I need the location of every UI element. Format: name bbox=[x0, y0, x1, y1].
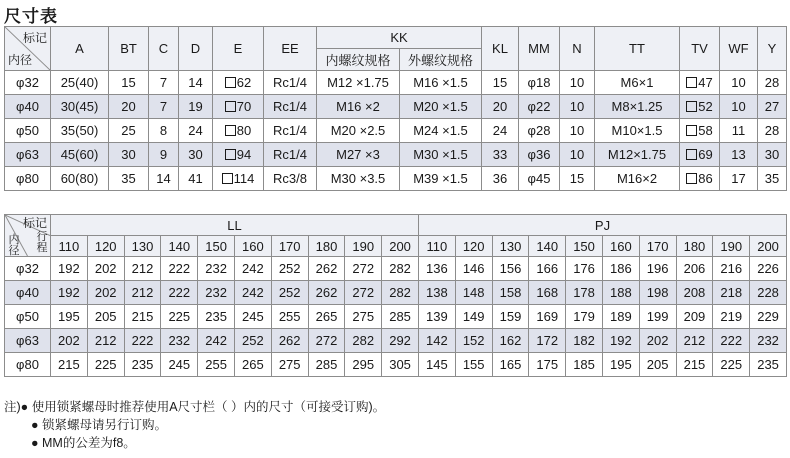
cell-value: 47 bbox=[698, 75, 713, 90]
cell-ll: 295 bbox=[345, 353, 382, 377]
cell-pj: 186 bbox=[602, 257, 639, 281]
cell-ll: 255 bbox=[198, 353, 235, 377]
cell-pj: 182 bbox=[566, 329, 603, 353]
square-symbol-icon bbox=[686, 77, 697, 88]
cell-pj: 136 bbox=[418, 257, 455, 281]
cell-ll: 232 bbox=[198, 281, 235, 305]
col-header-KK-internal: 内螺纹规格 bbox=[317, 49, 400, 71]
table-row bbox=[5, 329, 787, 353]
cell-pj: 179 bbox=[566, 305, 603, 329]
cell-ll: 262 bbox=[308, 257, 345, 281]
table-row bbox=[5, 353, 787, 377]
stroke-header: 200 bbox=[750, 236, 787, 257]
cell-TT: M16×2 bbox=[595, 167, 680, 191]
table-row bbox=[5, 305, 787, 329]
cell-ll: 242 bbox=[234, 257, 271, 281]
cell-pj: 178 bbox=[566, 281, 603, 305]
cell-pj: 218 bbox=[713, 281, 750, 305]
cell-bore: φ63 bbox=[5, 143, 51, 167]
stroke-header: 150 bbox=[198, 236, 235, 257]
col-header-KL: KL bbox=[482, 27, 519, 71]
stroke-length-table bbox=[4, 214, 787, 377]
note-item: ● 锁紧螺母请另行订购。 bbox=[31, 418, 168, 432]
cell-pj: 158 bbox=[492, 281, 529, 305]
cell-WF: 11 bbox=[720, 119, 758, 143]
cell-ll: 262 bbox=[271, 329, 308, 353]
cell-value: 69 bbox=[698, 147, 713, 162]
col-header-EE: EE bbox=[264, 27, 317, 71]
cell-pj: 226 bbox=[750, 257, 787, 281]
cell-pj: 176 bbox=[566, 257, 603, 281]
cell-N: 10 bbox=[560, 119, 595, 143]
cell-value: 94 bbox=[236, 147, 252, 162]
cell-pj: 228 bbox=[750, 281, 787, 305]
cell-WF: 13 bbox=[720, 143, 758, 167]
cell-KL: 33 bbox=[482, 143, 519, 167]
stroke-header: 200 bbox=[382, 236, 419, 257]
square-symbol-icon bbox=[222, 173, 233, 184]
square-symbol-icon bbox=[225, 125, 236, 136]
cell-pj: 189 bbox=[602, 305, 639, 329]
square-symbol-icon bbox=[225, 77, 236, 88]
cell-ll: 282 bbox=[382, 257, 419, 281]
cell-pj: 209 bbox=[676, 305, 713, 329]
table-row bbox=[5, 95, 787, 119]
stroke-header: 190 bbox=[345, 236, 382, 257]
col-header-MM: MM bbox=[519, 27, 560, 71]
cell-ll: 262 bbox=[308, 281, 345, 305]
cell-KK_in: M12 ×1.75 bbox=[317, 71, 400, 95]
cell-TV bbox=[680, 71, 720, 95]
cell-ll: 235 bbox=[124, 353, 161, 377]
cell-KL: 36 bbox=[482, 167, 519, 191]
cell-value: 114 bbox=[233, 171, 255, 186]
group-header-LL: LL bbox=[51, 215, 419, 236]
cell-A: 30(45) bbox=[51, 95, 109, 119]
col-header-E: E bbox=[213, 27, 264, 71]
cell-bore: φ40 bbox=[5, 95, 51, 119]
cell-ll: 225 bbox=[87, 353, 124, 377]
cell-pj: 222 bbox=[713, 329, 750, 353]
cell-ll: 212 bbox=[124, 257, 161, 281]
cell-A: 25(40) bbox=[51, 71, 109, 95]
cell-ll: 215 bbox=[51, 353, 88, 377]
cell-pj: 165 bbox=[492, 353, 529, 377]
cell-E bbox=[213, 119, 264, 143]
cell-TT: M8×1.25 bbox=[595, 95, 680, 119]
cell-TV bbox=[680, 95, 720, 119]
cell-KK_out: M30 ×1.5 bbox=[400, 143, 482, 167]
square-symbol-icon bbox=[686, 125, 697, 136]
cell-ll: 272 bbox=[345, 281, 382, 305]
note-item: ● MM的公差为f8。 bbox=[31, 436, 136, 450]
cell-C: 7 bbox=[149, 71, 179, 95]
cell-A: 45(60) bbox=[51, 143, 109, 167]
stroke-header: 110 bbox=[51, 236, 88, 257]
col-header-WF: WF bbox=[720, 27, 758, 71]
cell-BT: 25 bbox=[109, 119, 149, 143]
stroke-header: 130 bbox=[492, 236, 529, 257]
cell-EE: Rc1/4 bbox=[264, 71, 317, 95]
cell-pj: 199 bbox=[639, 305, 676, 329]
cell-Y: 35 bbox=[758, 167, 787, 191]
cell-ll: 245 bbox=[161, 353, 198, 377]
cell-pj: 152 bbox=[455, 329, 492, 353]
cell-ll: 222 bbox=[124, 329, 161, 353]
cell-BT: 35 bbox=[109, 167, 149, 191]
cell-D: 19 bbox=[179, 95, 213, 119]
cell-TT: M12×1.75 bbox=[595, 143, 680, 167]
cell-EE: Rc1/4 bbox=[264, 143, 317, 167]
cell-C: 8 bbox=[149, 119, 179, 143]
stroke-header: 140 bbox=[529, 236, 566, 257]
corner-label-bore: 内径 bbox=[8, 53, 33, 67]
cell-TT: M10×1.5 bbox=[595, 119, 680, 143]
stroke-header: 130 bbox=[124, 236, 161, 257]
cell-pj: 166 bbox=[529, 257, 566, 281]
col-header-D: D bbox=[179, 27, 213, 71]
cell-ll: 305 bbox=[382, 353, 419, 377]
stroke-header: 110 bbox=[418, 236, 455, 257]
cell-pj: 159 bbox=[492, 305, 529, 329]
cell-pj: 235 bbox=[750, 353, 787, 377]
stroke-header: 140 bbox=[161, 236, 198, 257]
cell-ll: 192 bbox=[51, 257, 88, 281]
cell-MM: φ36 bbox=[519, 143, 560, 167]
cell-E bbox=[213, 143, 264, 167]
cell-TT: M6×1 bbox=[595, 71, 680, 95]
footnotes bbox=[4, 398, 385, 452]
cell-A: 35(50) bbox=[51, 119, 109, 143]
cell-ll: 202 bbox=[51, 329, 88, 353]
col-header-A: A bbox=[51, 27, 109, 71]
corner-label-mark: 标记 bbox=[22, 31, 47, 45]
cell-ll: 285 bbox=[308, 353, 345, 377]
cell-ll: 215 bbox=[124, 305, 161, 329]
cell-value: 70 bbox=[236, 99, 252, 114]
cell-pj: 185 bbox=[566, 353, 603, 377]
cell-MM: φ28 bbox=[519, 119, 560, 143]
table-row bbox=[5, 119, 787, 143]
note-item bbox=[4, 398, 385, 416]
cell-ll: 192 bbox=[51, 281, 88, 305]
cell-pj: 196 bbox=[639, 257, 676, 281]
cell-KK_out: M39 ×1.5 bbox=[400, 167, 482, 191]
cell-ll: 255 bbox=[271, 305, 308, 329]
cell-pj: 212 bbox=[676, 329, 713, 353]
cell-Y: 28 bbox=[758, 71, 787, 95]
cell-pj: 168 bbox=[529, 281, 566, 305]
dimension-table bbox=[4, 26, 787, 191]
stroke-header: 190 bbox=[713, 236, 750, 257]
cell-ll: 242 bbox=[234, 281, 271, 305]
cell-BT: 20 bbox=[109, 95, 149, 119]
cell-value: 80 bbox=[236, 123, 252, 138]
cell-bore: φ63 bbox=[5, 329, 51, 353]
cell-bore: φ50 bbox=[5, 305, 51, 329]
cell-ll: 252 bbox=[234, 329, 271, 353]
cell-E bbox=[213, 71, 264, 95]
cell-ll: 232 bbox=[198, 257, 235, 281]
cell-bore: φ80 bbox=[5, 353, 51, 377]
cell-Y: 30 bbox=[758, 143, 787, 167]
cell-pj: 162 bbox=[492, 329, 529, 353]
cell-KK_out: M16 ×1.5 bbox=[400, 71, 482, 95]
table2-corner-cell bbox=[5, 215, 51, 257]
table-row bbox=[5, 167, 787, 191]
cell-KL: 20 bbox=[482, 95, 519, 119]
cell-MM: φ18 bbox=[519, 71, 560, 95]
cell-WF: 17 bbox=[720, 167, 758, 191]
col-header-KK-external: 外螺纹规格 bbox=[400, 49, 482, 71]
stroke-header: 120 bbox=[455, 236, 492, 257]
page-title: 尺寸表 bbox=[4, 7, 58, 26]
cell-pj: 169 bbox=[529, 305, 566, 329]
cell-pj: 215 bbox=[676, 353, 713, 377]
cell-ll: 272 bbox=[308, 329, 345, 353]
col-header-Y: Y bbox=[758, 27, 787, 71]
cell-TV bbox=[680, 167, 720, 191]
cell-pj: 175 bbox=[529, 353, 566, 377]
stroke-header: 180 bbox=[308, 236, 345, 257]
cell-D: 14 bbox=[179, 71, 213, 95]
table1-corner-cell bbox=[5, 27, 51, 71]
stroke-header: 170 bbox=[271, 236, 308, 257]
cell-pj: 146 bbox=[455, 257, 492, 281]
cell-pj: 225 bbox=[713, 353, 750, 377]
cell-KK_out: M24 ×1.5 bbox=[400, 119, 482, 143]
stroke-header: 170 bbox=[639, 236, 676, 257]
cell-pj: 145 bbox=[418, 353, 455, 377]
cell-pj: 138 bbox=[418, 281, 455, 305]
cell-ll: 272 bbox=[345, 257, 382, 281]
cell-bore: φ40 bbox=[5, 281, 51, 305]
cell-ll: 282 bbox=[382, 281, 419, 305]
cell-pj: 195 bbox=[602, 353, 639, 377]
cell-ll: 275 bbox=[345, 305, 382, 329]
cell-BT: 30 bbox=[109, 143, 149, 167]
cell-E bbox=[213, 167, 264, 191]
cell-ll: 275 bbox=[271, 353, 308, 377]
note-text: ● 使用锁紧螺母时推荐使用A尺寸栏（ ）内的尺寸（可接受订购)。 bbox=[20, 400, 386, 414]
table-row bbox=[5, 281, 787, 305]
cell-E bbox=[213, 95, 264, 119]
cell-pj: 208 bbox=[676, 281, 713, 305]
cell-ll: 282 bbox=[345, 329, 382, 353]
cell-KK_out: M20 ×1.5 bbox=[400, 95, 482, 119]
cell-ll: 195 bbox=[51, 305, 88, 329]
square-symbol-icon bbox=[686, 173, 697, 184]
cell-ll: 212 bbox=[124, 281, 161, 305]
cell-KL: 24 bbox=[482, 119, 519, 143]
cell-pj: 149 bbox=[455, 305, 492, 329]
square-symbol-icon bbox=[686, 149, 697, 160]
cell-pj: 142 bbox=[418, 329, 455, 353]
cell-value: 86 bbox=[698, 171, 713, 186]
cell-KK_in: M30 ×3.5 bbox=[317, 167, 400, 191]
cell-N: 10 bbox=[560, 95, 595, 119]
cell-ll: 225 bbox=[161, 305, 198, 329]
cell-D: 30 bbox=[179, 143, 213, 167]
cell-BT: 15 bbox=[109, 71, 149, 95]
cell-pj: 206 bbox=[676, 257, 713, 281]
corner-label-bore: 内径 bbox=[8, 234, 20, 257]
stroke-header: 160 bbox=[602, 236, 639, 257]
cell-pj: 155 bbox=[455, 353, 492, 377]
cell-pj: 139 bbox=[418, 305, 455, 329]
cell-EE: Rc1/4 bbox=[264, 95, 317, 119]
cell-ll: 265 bbox=[234, 353, 271, 377]
col-header-C: C bbox=[149, 27, 179, 71]
cell-WF: 10 bbox=[720, 71, 758, 95]
cell-pj: 229 bbox=[750, 305, 787, 329]
cell-KK_in: M16 ×2 bbox=[317, 95, 400, 119]
cell-pj: 219 bbox=[713, 305, 750, 329]
cell-N: 10 bbox=[560, 143, 595, 167]
cell-ll: 212 bbox=[87, 329, 124, 353]
cell-ll: 222 bbox=[161, 281, 198, 305]
cell-KL: 15 bbox=[482, 71, 519, 95]
table-row bbox=[5, 143, 787, 167]
cell-value: 58 bbox=[698, 123, 713, 138]
cell-ll: 242 bbox=[198, 329, 235, 353]
stroke-header: 120 bbox=[87, 236, 124, 257]
cell-N: 10 bbox=[560, 71, 595, 95]
table-row bbox=[5, 257, 787, 281]
corner-label-stroke: 行程 bbox=[36, 231, 48, 254]
cell-C: 14 bbox=[149, 167, 179, 191]
cell-EE: Rc3/8 bbox=[264, 167, 317, 191]
cell-TV bbox=[680, 119, 720, 143]
stroke-header: 150 bbox=[566, 236, 603, 257]
cell-D: 24 bbox=[179, 119, 213, 143]
cell-Y: 27 bbox=[758, 95, 787, 119]
cell-bore: φ32 bbox=[5, 257, 51, 281]
cell-ll: 205 bbox=[87, 305, 124, 329]
cell-N: 15 bbox=[560, 167, 595, 191]
stroke-header: 180 bbox=[676, 236, 713, 257]
cell-TV bbox=[680, 143, 720, 167]
stroke-header: 160 bbox=[234, 236, 271, 257]
cell-pj: 205 bbox=[639, 353, 676, 377]
cell-MM: φ22 bbox=[519, 95, 560, 119]
cell-ll: 245 bbox=[234, 305, 271, 329]
cell-ll: 292 bbox=[382, 329, 419, 353]
cell-value: 52 bbox=[698, 99, 713, 114]
cell-D: 41 bbox=[179, 167, 213, 191]
cell-KK_in: M27 ×3 bbox=[317, 143, 400, 167]
cell-bore: φ50 bbox=[5, 119, 51, 143]
cell-C: 7 bbox=[149, 95, 179, 119]
cell-A: 60(80) bbox=[51, 167, 109, 191]
cell-ll: 285 bbox=[382, 305, 419, 329]
cell-pj: 192 bbox=[602, 329, 639, 353]
cell-pj: 198 bbox=[639, 281, 676, 305]
cell-ll: 252 bbox=[271, 257, 308, 281]
group-header-PJ: PJ bbox=[418, 215, 786, 236]
square-symbol-icon bbox=[225, 101, 236, 112]
cell-ll: 232 bbox=[161, 329, 198, 353]
cell-MM: φ45 bbox=[519, 167, 560, 191]
cell-C: 9 bbox=[149, 143, 179, 167]
cell-ll: 235 bbox=[198, 305, 235, 329]
note-prefix: 注) bbox=[4, 400, 21, 414]
cell-ll: 252 bbox=[271, 281, 308, 305]
col-header-N: N bbox=[560, 27, 595, 71]
cell-bore: φ32 bbox=[5, 71, 51, 95]
cell-pj: 216 bbox=[713, 257, 750, 281]
col-header-BT: BT bbox=[109, 27, 149, 71]
table-row bbox=[5, 71, 787, 95]
cell-value: 62 bbox=[236, 75, 252, 90]
cell-pj: 172 bbox=[529, 329, 566, 353]
cell-pj: 188 bbox=[602, 281, 639, 305]
cell-ll: 222 bbox=[161, 257, 198, 281]
cell-ll: 202 bbox=[87, 281, 124, 305]
cell-ll: 265 bbox=[308, 305, 345, 329]
cell-pj: 156 bbox=[492, 257, 529, 281]
cell-Y: 28 bbox=[758, 119, 787, 143]
cell-EE: Rc1/4 bbox=[264, 119, 317, 143]
col-header-KK: KK bbox=[317, 27, 482, 49]
cell-KK_in: M20 ×2.5 bbox=[317, 119, 400, 143]
cell-WF: 10 bbox=[720, 95, 758, 119]
square-symbol-icon bbox=[686, 101, 697, 112]
cell-pj: 202 bbox=[639, 329, 676, 353]
col-header-TT: TT bbox=[595, 27, 680, 71]
cell-bore: φ80 bbox=[5, 167, 51, 191]
corner-label-mark: 标记 bbox=[22, 216, 47, 230]
square-symbol-icon bbox=[225, 149, 236, 160]
cell-pj: 232 bbox=[750, 329, 787, 353]
col-header-TV: TV bbox=[680, 27, 720, 71]
cell-pj: 148 bbox=[455, 281, 492, 305]
cell-ll: 202 bbox=[87, 257, 124, 281]
